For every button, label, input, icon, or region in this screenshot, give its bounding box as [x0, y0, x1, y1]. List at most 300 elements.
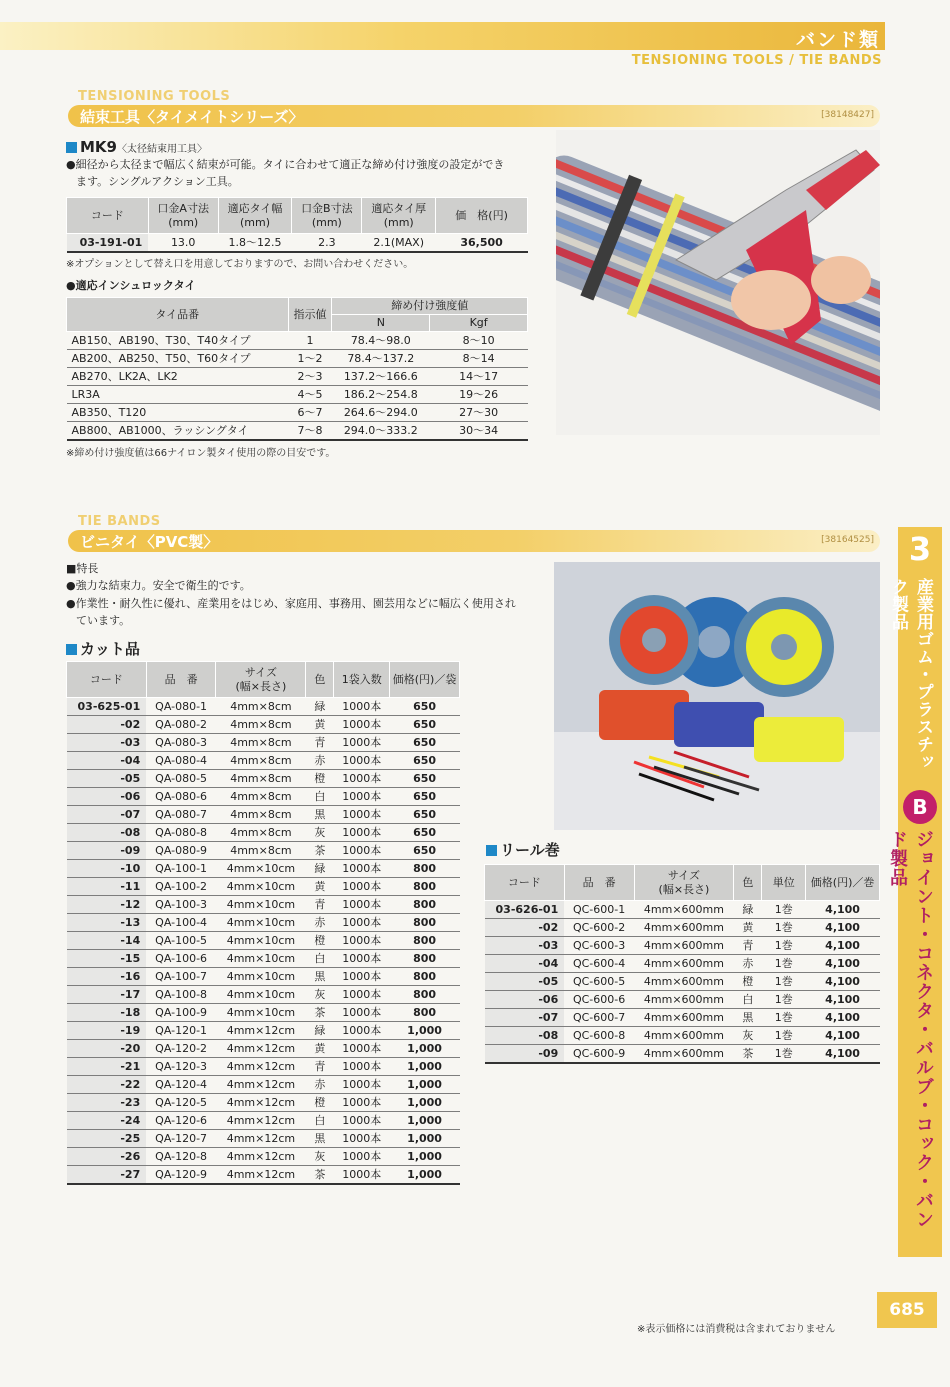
table-row	[67, 404, 528, 422]
table-row	[67, 752, 460, 770]
part-number-cell: QA-080-5	[146, 770, 216, 788]
size-cell: 4mm×12cm	[216, 1130, 306, 1148]
code-cell: -05	[67, 770, 147, 788]
model-note: 〈太径結束用工具〉	[117, 144, 207, 155]
strength-n-cell: 137.2～166.6	[332, 368, 430, 386]
table-row	[67, 842, 460, 860]
part-number-cell: QA-120-9	[146, 1166, 216, 1185]
spec-header-width: 適応タイ幅 (mm)	[218, 198, 292, 234]
ties-header-n: N	[332, 315, 430, 332]
size-cell: 4mm×600mm	[634, 955, 734, 973]
reel-header-color: 色	[734, 865, 762, 901]
code-cell: -04	[485, 955, 565, 973]
size-cell: 4mm×8cm	[216, 734, 306, 752]
unit-cell: 1巻	[762, 973, 806, 991]
tie-name-cell: AB350、T120	[67, 404, 289, 422]
section1-en-label: TENSIONING TOOLS	[78, 89, 231, 104]
size-cell: 4mm×600mm	[634, 901, 734, 919]
quantity-cell: 1000本	[334, 1148, 390, 1166]
part-number-cell: QC-600-6	[564, 991, 634, 1009]
code-cell: -18	[67, 1004, 147, 1022]
feature-1: ●強力な結束力。安全で衛生的です。	[66, 579, 251, 592]
part-number-cell: QA-120-6	[146, 1112, 216, 1130]
quantity-cell: 1000本	[334, 1094, 390, 1112]
reels-photo-illustration	[554, 562, 880, 830]
size-cell: 4mm×8cm	[216, 842, 306, 860]
unit-cell: 1巻	[762, 1045, 806, 1064]
table-row	[485, 1009, 880, 1027]
quantity-cell: 1000本	[334, 968, 390, 986]
tie-name-cell: LR3A	[67, 386, 289, 404]
code-cell: -07	[485, 1009, 565, 1027]
ties-header-indicator: 指示値	[288, 298, 332, 332]
reel-header-part: 品 番	[564, 865, 634, 901]
reels-photo	[554, 562, 880, 830]
quantity-cell: 1000本	[334, 1022, 390, 1040]
part-number-cell: QA-120-8	[146, 1148, 216, 1166]
code-cell: -09	[67, 842, 147, 860]
quantity-cell: 1000本	[334, 824, 390, 842]
part-number-cell: QA-120-3	[146, 1058, 216, 1076]
size-cell: 4mm×10cm	[216, 878, 306, 896]
section2-code: [38164525]	[821, 535, 874, 545]
code-cell: -22	[67, 1076, 147, 1094]
part-number-cell: QA-080-9	[146, 842, 216, 860]
size-cell: 4mm×12cm	[216, 1148, 306, 1166]
table-row	[485, 937, 880, 955]
color-cell: 白	[734, 991, 762, 1009]
part-number-cell: QA-100-4	[146, 914, 216, 932]
reel-header-unit: 単位	[762, 865, 806, 901]
size-cell: 4mm×600mm	[634, 1027, 734, 1045]
color-cell: 赤	[734, 955, 762, 973]
quantity-cell: 1000本	[334, 914, 390, 932]
price-cell: 1,000	[390, 1022, 460, 1040]
unit-cell: 1巻	[762, 1009, 806, 1027]
price-cell: 1,000	[390, 1094, 460, 1112]
table-row	[67, 386, 528, 404]
quantity-cell: 1000本	[334, 806, 390, 824]
size-cell: 4mm×10cm	[216, 914, 306, 932]
code-cell: -15	[67, 950, 147, 968]
color-cell: 赤	[306, 1076, 334, 1094]
header-band	[0, 22, 885, 50]
size-cell: 4mm×12cm	[216, 1040, 306, 1058]
table-row	[67, 788, 460, 806]
color-cell: 橙	[306, 932, 334, 950]
size-cell: 4mm×10cm	[216, 896, 306, 914]
code-cell: -21	[67, 1058, 147, 1076]
price-cell: 800	[390, 1004, 460, 1022]
part-number-cell: QA-080-7	[146, 806, 216, 824]
size-cell: 4mm×12cm	[216, 1076, 306, 1094]
part-number-cell: QA-120-4	[146, 1076, 216, 1094]
side-tab-subcategory: ジョイント・コネクタ・バルブ・コック・バンド製品	[887, 830, 934, 1229]
price-cell: 4,100	[806, 1027, 880, 1045]
size-cell: 4mm×10cm	[216, 860, 306, 878]
color-cell: 赤	[306, 752, 334, 770]
color-cell: 青	[306, 1058, 334, 1076]
table-row	[67, 806, 460, 824]
reel-body	[485, 901, 880, 1064]
table-row	[67, 1004, 460, 1022]
table-row	[67, 1148, 460, 1166]
price-cell: 800	[390, 860, 460, 878]
reel-heading-label: リール巻	[500, 841, 560, 859]
price-cell: 650	[390, 806, 460, 824]
unit-cell: 1巻	[762, 919, 806, 937]
price-cell: 4,100	[806, 955, 880, 973]
strength-kgf-cell: 19～26	[430, 386, 528, 404]
table-row	[67, 1022, 460, 1040]
table-row	[485, 1045, 880, 1064]
quantity-cell: 1000本	[334, 698, 390, 716]
price-cell: 1,000	[390, 1040, 460, 1058]
quantity-cell: 1000本	[334, 878, 390, 896]
spec-note: ※オプションとして替え口を用意しておりますので、お問い合わせください。	[66, 259, 414, 270]
unit-cell: 1巻	[762, 937, 806, 955]
color-cell: 緑	[306, 1022, 334, 1040]
code-cell: -12	[67, 896, 147, 914]
code-cell: -09	[485, 1045, 565, 1064]
quantity-cell: 1000本	[334, 734, 390, 752]
cut-table	[66, 661, 460, 1185]
model-heading	[66, 138, 207, 156]
color-cell: 白	[306, 788, 334, 806]
price-cell: 1,000	[390, 1166, 460, 1185]
price-cell: 650	[390, 842, 460, 860]
price-cell: 4,100	[806, 937, 880, 955]
table-row	[67, 770, 460, 788]
quantity-cell: 1000本	[334, 1040, 390, 1058]
code-cell: -08	[67, 824, 147, 842]
section2-title: ビニタイ〈PVC製〉	[80, 533, 219, 551]
code-cell: -20	[67, 1040, 147, 1058]
color-cell: 黒	[306, 806, 334, 824]
code-cell: -11	[67, 878, 147, 896]
size-cell: 4mm×600mm	[634, 1009, 734, 1027]
unit-cell: 1巻	[762, 1027, 806, 1045]
blue-square-icon	[66, 142, 77, 153]
color-cell: 緑	[306, 860, 334, 878]
spec-header-a: 口金A寸法 (mm)	[148, 198, 218, 234]
part-number-cell: QA-100-2	[146, 878, 216, 896]
strength-kgf-cell: 14～17	[430, 368, 528, 386]
table-row	[67, 950, 460, 968]
size-cell: 4mm×12cm	[216, 1166, 306, 1185]
color-cell: 灰	[306, 1148, 334, 1166]
ties-body	[67, 332, 528, 441]
price-cell: 650	[390, 824, 460, 842]
side-tab-category: 産業用ゴム・プラスチック製品	[888, 578, 933, 771]
price-cell: 1,000	[390, 1130, 460, 1148]
size-cell: 4mm×600mm	[634, 919, 734, 937]
table-row	[485, 919, 880, 937]
part-number-cell: QC-600-9	[564, 1045, 634, 1064]
strength-kgf-cell: 27～30	[430, 404, 528, 422]
color-cell: 灰	[734, 1027, 762, 1045]
price-cell: 1,000	[390, 1058, 460, 1076]
part-number-cell: QA-080-2	[146, 716, 216, 734]
tie-name-cell: AB800、AB1000、ラッシングタイ	[67, 422, 289, 441]
spec-thickness: 2.1(MAX)	[362, 234, 436, 253]
blue-square-icon	[66, 644, 77, 655]
price-cell: 1,000	[390, 1148, 460, 1166]
part-number-cell: QC-600-7	[564, 1009, 634, 1027]
price-cell: 1,000	[390, 1076, 460, 1094]
price-cell: 4,100	[806, 973, 880, 991]
strength-kgf-cell: 30～34	[430, 422, 528, 441]
color-cell: 茶	[306, 842, 334, 860]
table-row	[67, 986, 460, 1004]
quantity-cell: 1000本	[334, 986, 390, 1004]
price-cell: 650	[390, 734, 460, 752]
price-cell: 650	[390, 716, 460, 734]
quantity-cell: 1000本	[334, 770, 390, 788]
part-number-cell: QC-600-2	[564, 919, 634, 937]
code-cell: -19	[67, 1022, 147, 1040]
table-row	[67, 1058, 460, 1076]
size-cell: 4mm×10cm	[216, 968, 306, 986]
indicator-cell: 4～5	[288, 386, 332, 404]
price-cell: 800	[390, 878, 460, 896]
table-row	[67, 1040, 460, 1058]
part-number-cell: QA-080-6	[146, 788, 216, 806]
unit-cell: 1巻	[762, 901, 806, 919]
table-row	[485, 973, 880, 991]
spec-a: 13.0	[148, 234, 218, 253]
spec-b: 2.3	[292, 234, 362, 253]
table-row	[67, 1166, 460, 1185]
color-cell: 青	[734, 937, 762, 955]
cut-header-code: コード	[67, 662, 147, 698]
ties-table	[66, 297, 528, 441]
page-number: 685	[877, 1292, 937, 1328]
spec-width: 1.8～12.5	[218, 234, 292, 253]
cut-heading	[66, 639, 140, 659]
cut-header-qty: 1袋入数	[334, 662, 390, 698]
price-cell: 4,100	[806, 991, 880, 1009]
ties-heading: ●適応インシュロックタイ	[66, 279, 196, 292]
code-cell: -05	[485, 973, 565, 991]
price-cell: 800	[390, 986, 460, 1004]
price-cell: 4,100	[806, 1009, 880, 1027]
indicator-cell: 6～7	[288, 404, 332, 422]
feature-2: ●作業性・耐久性に優れ、産業用をはじめ、家庭用、事務用、園芸用などに幅広く使用され	[66, 597, 516, 610]
price-cell: 650	[390, 698, 460, 716]
spec-header-thickness: 適応タイ厚 (mm)	[362, 198, 436, 234]
ties-header-tie: タイ品番	[67, 298, 289, 332]
code-cell: -24	[67, 1112, 147, 1130]
price-cell: 800	[390, 914, 460, 932]
price-cell: 800	[390, 932, 460, 950]
quantity-cell: 1000本	[334, 752, 390, 770]
color-cell: 赤	[306, 914, 334, 932]
reel-header-size: サイズ (幅×長さ)	[634, 865, 734, 901]
cut-header-price: 価格(円)／袋	[390, 662, 460, 698]
table-row	[67, 896, 460, 914]
table-row	[67, 1094, 460, 1112]
cut-header-part: 品 番	[146, 662, 216, 698]
price-cell: 650	[390, 788, 460, 806]
quantity-cell: 1000本	[334, 1076, 390, 1094]
color-cell: 茶	[734, 1045, 762, 1064]
strength-n-cell: 78.4～137.2	[332, 350, 430, 368]
table-row	[67, 824, 460, 842]
quantity-cell: 1000本	[334, 842, 390, 860]
price-cell: 800	[390, 968, 460, 986]
size-cell: 4mm×8cm	[216, 716, 306, 734]
price-cell: 650	[390, 770, 460, 788]
code-cell: -17	[67, 986, 147, 1004]
part-number-cell: QA-120-5	[146, 1094, 216, 1112]
quantity-cell: 1000本	[334, 1112, 390, 1130]
part-number-cell: QA-080-1	[146, 698, 216, 716]
reel-header-price: 価格(円)／巻	[806, 865, 880, 901]
part-number-cell: QA-120-1	[146, 1022, 216, 1040]
cut-body	[67, 698, 460, 1185]
size-cell: 4mm×10cm	[216, 986, 306, 1004]
code-cell: -26	[67, 1148, 147, 1166]
price-cell: 1,000	[390, 1112, 460, 1130]
reel-heading	[486, 840, 560, 860]
table-row	[67, 734, 460, 752]
part-number-cell: QA-080-3	[146, 734, 216, 752]
table-row	[67, 422, 528, 441]
feature-3: ています。	[76, 614, 131, 627]
price-cell: 4,100	[806, 919, 880, 937]
footer-note: ※表示価格には消費税は含まれておりません	[637, 1324, 836, 1335]
table-row	[67, 860, 460, 878]
cut-header-color: 色	[306, 662, 334, 698]
spec-header-code: コード	[67, 198, 149, 234]
indicator-cell: 1	[288, 332, 332, 350]
color-cell: 青	[306, 734, 334, 752]
feature-heading: ■特長	[66, 562, 99, 575]
spec-table	[66, 197, 528, 253]
indicator-cell: 2～3	[288, 368, 332, 386]
color-cell: 黄	[306, 878, 334, 896]
quantity-cell: 1000本	[334, 1004, 390, 1022]
size-cell: 4mm×12cm	[216, 1058, 306, 1076]
code-cell: -16	[67, 968, 147, 986]
table-row	[67, 332, 528, 350]
table-row	[485, 991, 880, 1009]
table-row	[485, 901, 880, 919]
color-cell: 黒	[734, 1009, 762, 1027]
price-cell: 800	[390, 950, 460, 968]
spec-header-price: 価 格(円)	[436, 198, 528, 234]
table-row	[67, 968, 460, 986]
part-number-cell: QA-080-4	[146, 752, 216, 770]
part-number-cell: QC-600-8	[564, 1027, 634, 1045]
size-cell: 4mm×12cm	[216, 1022, 306, 1040]
quantity-cell: 1000本	[334, 932, 390, 950]
price-cell: 650	[390, 752, 460, 770]
part-number-cell: QA-080-8	[146, 824, 216, 842]
code-cell: -10	[67, 860, 147, 878]
price-cell: 4,100	[806, 1045, 880, 1064]
size-cell: 4mm×600mm	[634, 973, 734, 991]
tool-photo	[556, 130, 880, 435]
part-number-cell: QC-600-5	[564, 973, 634, 991]
reel-table	[484, 864, 880, 1064]
color-cell: 茶	[306, 1004, 334, 1022]
section2-bar	[68, 530, 880, 552]
color-cell: 緑	[734, 901, 762, 919]
price-cell: 4,100	[806, 901, 880, 919]
color-cell: 黄	[734, 919, 762, 937]
reel-header-code: コード	[485, 865, 565, 901]
table-row	[485, 955, 880, 973]
code-cell: -04	[67, 752, 147, 770]
code-cell: -03	[485, 937, 565, 955]
part-number-cell: QA-100-9	[146, 1004, 216, 1022]
code-cell: -14	[67, 932, 147, 950]
spec-code: 03-191-01	[67, 234, 149, 253]
color-cell: 橙	[306, 770, 334, 788]
strength-n-cell: 186.2～254.8	[332, 386, 430, 404]
part-number-cell: QA-100-8	[146, 986, 216, 1004]
code-cell: -07	[67, 806, 147, 824]
indicator-cell: 1～2	[288, 350, 332, 368]
part-number-cell: QA-100-7	[146, 968, 216, 986]
color-cell: 白	[306, 950, 334, 968]
size-cell: 4mm×10cm	[216, 950, 306, 968]
cut-header-size: サイズ (幅×長さ)	[216, 662, 306, 698]
part-number-cell: QC-600-3	[564, 937, 634, 955]
size-cell: 4mm×12cm	[216, 1094, 306, 1112]
table-row	[67, 914, 460, 932]
model-desc-1: ●細径から太径まで幅広く結束が可能。タイに合わせて適正な締め付け強度の設定ができ	[66, 158, 505, 171]
quantity-cell: 1000本	[334, 1130, 390, 1148]
quantity-cell: 1000本	[334, 1058, 390, 1076]
color-cell: 黄	[306, 716, 334, 734]
size-cell: 4mm×8cm	[216, 788, 306, 806]
part-number-cell: QC-600-1	[564, 901, 634, 919]
color-cell: 茶	[306, 1166, 334, 1185]
size-cell: 4mm×8cm	[216, 698, 306, 716]
code-cell: -08	[485, 1027, 565, 1045]
color-cell: 橙	[734, 973, 762, 991]
color-cell: 黄	[306, 1040, 334, 1058]
code-cell: -06	[485, 991, 565, 1009]
table-row	[485, 1027, 880, 1045]
table-row	[67, 1076, 460, 1094]
code-cell: -02	[485, 919, 565, 937]
quantity-cell: 1000本	[334, 788, 390, 806]
color-cell: 白	[306, 1112, 334, 1130]
part-number-cell: QA-100-3	[146, 896, 216, 914]
model-desc-2: ます。シングルアクション工具。	[76, 175, 239, 188]
code-cell: -13	[67, 914, 147, 932]
strength-n-cell: 78.4～98.0	[332, 332, 430, 350]
ties-note: ※締め付け強度値は66ナイロン製タイ使用の際の目安です。	[66, 448, 336, 459]
size-cell: 4mm×12cm	[216, 1112, 306, 1130]
strength-n-cell: 294.0～333.2	[332, 422, 430, 441]
tie-name-cell: AB150、AB190、T30、T40タイプ	[67, 332, 289, 350]
size-cell: 4mm×8cm	[216, 752, 306, 770]
quantity-cell: 1000本	[334, 896, 390, 914]
price-cell: 800	[390, 896, 460, 914]
size-cell: 4mm×8cm	[216, 824, 306, 842]
strength-n-cell: 264.6～294.0	[332, 404, 430, 422]
code-cell: -27	[67, 1166, 147, 1185]
size-cell: 4mm×600mm	[634, 991, 734, 1009]
table-row	[67, 1112, 460, 1130]
code-cell: 03-626-01	[485, 901, 565, 919]
part-number-cell: QA-120-2	[146, 1040, 216, 1058]
